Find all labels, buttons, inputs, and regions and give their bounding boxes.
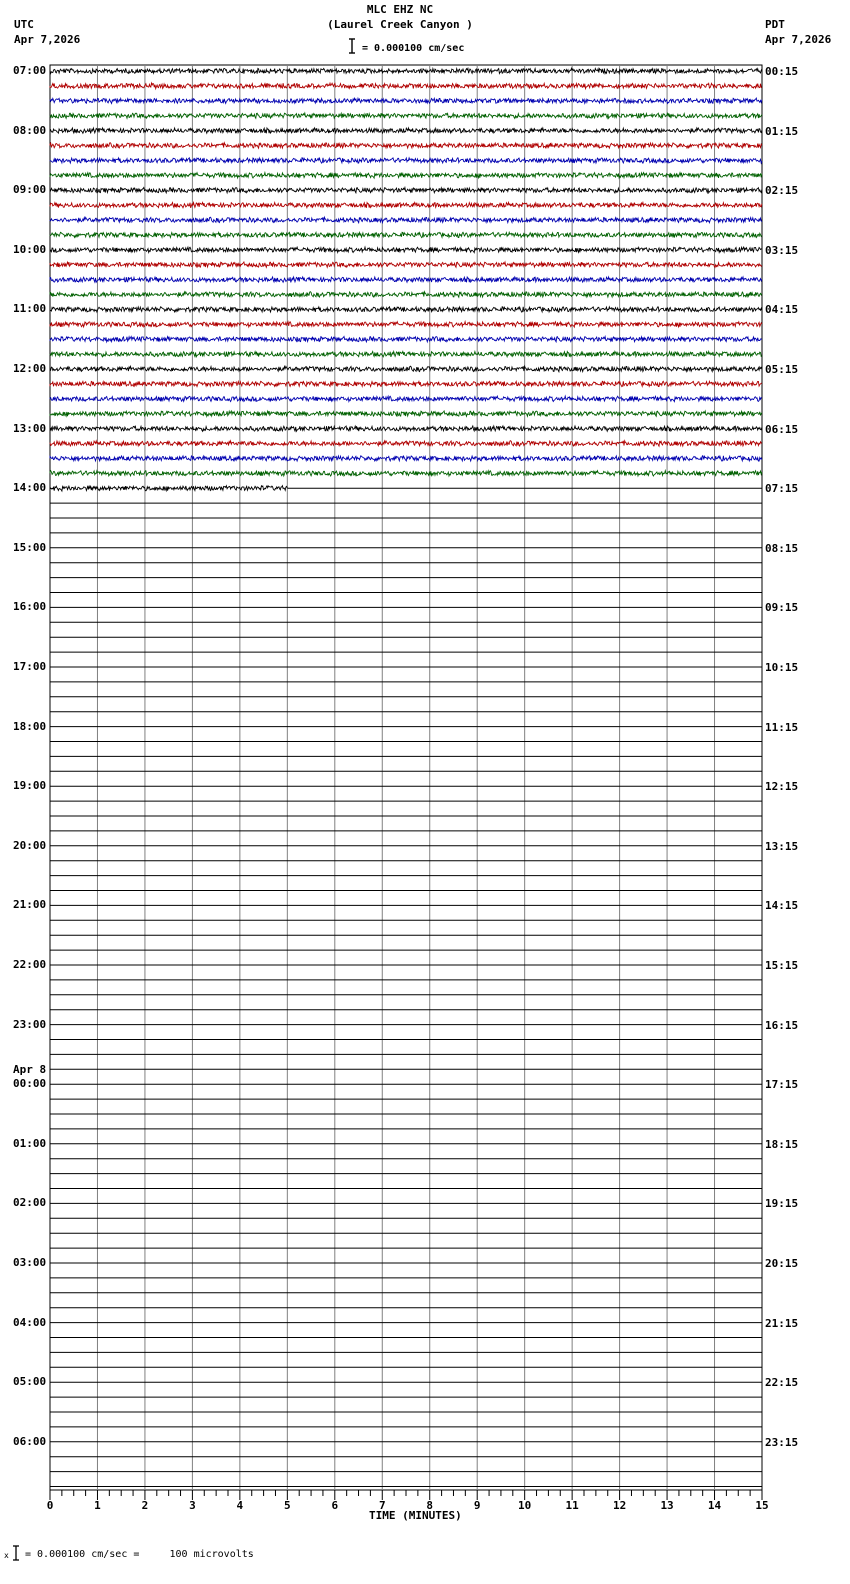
utc-hour-label: 01:00 bbox=[13, 1136, 47, 1150]
pdt-hour-label: 01:15 bbox=[765, 124, 799, 138]
seismic-trace bbox=[50, 202, 762, 208]
utc-hour-label: 03:00 bbox=[13, 1256, 47, 1269]
utc-hour-label: 16:00 bbox=[13, 600, 47, 614]
seismic-trace bbox=[50, 456, 762, 461]
x-tick-label: 15 bbox=[755, 1499, 769, 1512]
pdt-hour-label: 03:15 bbox=[765, 243, 799, 257]
utc-hour-label: 04:00 bbox=[13, 1315, 47, 1329]
right-timezone: PDT bbox=[765, 18, 785, 31]
pdt-hour-label: 10:15 bbox=[765, 661, 799, 674]
utc-hour-label: 17:00 bbox=[13, 660, 47, 673]
pdt-hour-label: 17:15 bbox=[765, 1078, 799, 1092]
seismic-trace bbox=[50, 366, 762, 372]
x-tick-label: 8 bbox=[426, 1499, 434, 1512]
utc-hour-label: 23:00 bbox=[13, 1017, 47, 1031]
seismic-trace bbox=[50, 351, 762, 357]
utc-hour-label: 05:00 bbox=[13, 1375, 47, 1389]
seismic-trace bbox=[50, 98, 762, 103]
pdt-hour-label: 12:15 bbox=[765, 780, 799, 794]
seismic-trace bbox=[50, 143, 762, 149]
svg-text:x: x bbox=[4, 1551, 9, 1560]
utc-hour-label: 14:00 bbox=[13, 481, 47, 495]
seismic-trace bbox=[50, 396, 762, 401]
left-date: Apr 7,2026 bbox=[14, 33, 81, 46]
pdt-hour-label: 20:15 bbox=[765, 1257, 799, 1270]
x-tick-label: 3 bbox=[189, 1499, 196, 1512]
utc-hour-label: 09:00 bbox=[13, 183, 47, 197]
pdt-hour-label: 08:15 bbox=[765, 541, 799, 555]
footer-scale-note: = 0.000100 cm/sec = 100 microvolts bbox=[25, 1549, 254, 1560]
x-tick-label: 5 bbox=[284, 1499, 291, 1512]
pdt-hour-label: 15:15 bbox=[765, 959, 799, 972]
utc-hour-label: 02:00 bbox=[13, 1196, 47, 1210]
seismic-trace bbox=[50, 188, 762, 193]
utc-hour-label: 12:00 bbox=[13, 362, 47, 375]
scale-text: = 0.000100 cm/sec bbox=[362, 43, 465, 54]
seismic-trace bbox=[50, 307, 762, 312]
x-tick-label: 11 bbox=[565, 1499, 579, 1512]
pdt-hour-label: 04:15 bbox=[765, 303, 799, 317]
pdt-hour-label: 21:15 bbox=[765, 1316, 799, 1330]
x-tick-label: 4 bbox=[236, 1499, 244, 1512]
seismic-trace bbox=[50, 217, 762, 223]
seismic-trace bbox=[50, 292, 762, 298]
seismic-trace bbox=[50, 322, 762, 327]
station-location: (Laurel Creek Canyon ) bbox=[327, 18, 473, 31]
seismic-trace bbox=[50, 411, 762, 416]
utc-hour-label: 21:00 bbox=[13, 898, 47, 912]
x-tick-label: 1 bbox=[94, 1499, 101, 1512]
x-tick-label: 2 bbox=[141, 1499, 149, 1512]
x-tick-label: 9 bbox=[473, 1499, 481, 1512]
seismic-trace bbox=[50, 113, 762, 118]
pdt-hour-label: 09:15 bbox=[765, 601, 799, 615]
pdt-hour-label: 06:15 bbox=[765, 422, 799, 436]
pdt-hour-label: 23:15 bbox=[765, 1435, 799, 1449]
x-tick-label: 6 bbox=[331, 1499, 339, 1512]
utc-hour-label: 06:00 bbox=[13, 1434, 47, 1448]
seismic-trace bbox=[50, 277, 762, 283]
pdt-hour-label: 05:15 bbox=[765, 363, 799, 376]
date-change-label: Apr 8 bbox=[13, 1063, 47, 1077]
utc-hour-label: 15:00 bbox=[13, 540, 47, 554]
utc-hour-label: 00:00 bbox=[13, 1077, 47, 1091]
seismic-trace bbox=[50, 68, 762, 73]
pdt-hour-label: 11:15 bbox=[765, 720, 799, 734]
utc-hour-label: 11:00 bbox=[13, 302, 47, 316]
station-title: MLC EHZ NC bbox=[366, 3, 434, 16]
utc-hour-label: 13:00 bbox=[13, 421, 47, 435]
x-axis-title: TIME (MINUTES) bbox=[369, 1509, 462, 1522]
pdt-hour-label: 14:15 bbox=[765, 899, 799, 913]
seismic-trace bbox=[50, 128, 762, 133]
pdt-hour-label: 07:15 bbox=[765, 482, 799, 496]
utc-hour-label: 10:00 bbox=[13, 242, 47, 256]
pdt-hour-label: 16:15 bbox=[765, 1018, 799, 1032]
utc-hour-label: 22:00 bbox=[13, 958, 47, 971]
left-timezone: UTC bbox=[14, 18, 34, 31]
x-tick-label: 0 bbox=[46, 1499, 54, 1512]
pdt-hour-label: 19:15 bbox=[765, 1197, 799, 1211]
utc-hour-label: 08:00 bbox=[13, 123, 47, 137]
utc-hour-label: 19:00 bbox=[13, 779, 47, 793]
seismic-trace bbox=[50, 262, 762, 267]
seismic-trace bbox=[50, 471, 762, 476]
utc-hour-label: 18:00 bbox=[13, 719, 47, 733]
pdt-hour-label: 02:15 bbox=[765, 184, 799, 198]
footer-scale-icon bbox=[4, 1544, 24, 1562]
pdt-hour-label: 18:15 bbox=[765, 1137, 799, 1151]
pdt-hour-label: 00:15 bbox=[765, 65, 799, 78]
seismic-trace bbox=[50, 83, 762, 89]
utc-hour-label: 07:00 bbox=[13, 64, 47, 77]
pdt-hour-label: 22:15 bbox=[765, 1376, 799, 1390]
x-tick-label: 12 bbox=[612, 1499, 627, 1512]
x-tick-label: 10 bbox=[518, 1499, 532, 1512]
seismic-trace bbox=[50, 486, 287, 491]
seismic-trace bbox=[50, 426, 762, 432]
seismic-trace bbox=[50, 247, 762, 253]
seismic-trace bbox=[50, 381, 762, 386]
pdt-hour-label: 13:15 bbox=[765, 839, 799, 853]
seismic-trace bbox=[50, 158, 762, 163]
seismic-trace bbox=[50, 232, 762, 237]
right-date: Apr 7,2026 bbox=[765, 33, 832, 46]
x-tick-label: 13 bbox=[660, 1499, 674, 1512]
seismic-trace bbox=[50, 337, 762, 342]
utc-hour-label: 20:00 bbox=[13, 838, 47, 852]
x-tick-label: 7 bbox=[378, 1499, 386, 1512]
seismic-trace bbox=[50, 173, 762, 179]
seismic-trace bbox=[50, 441, 762, 447]
x-tick-label: 14 bbox=[707, 1499, 722, 1512]
